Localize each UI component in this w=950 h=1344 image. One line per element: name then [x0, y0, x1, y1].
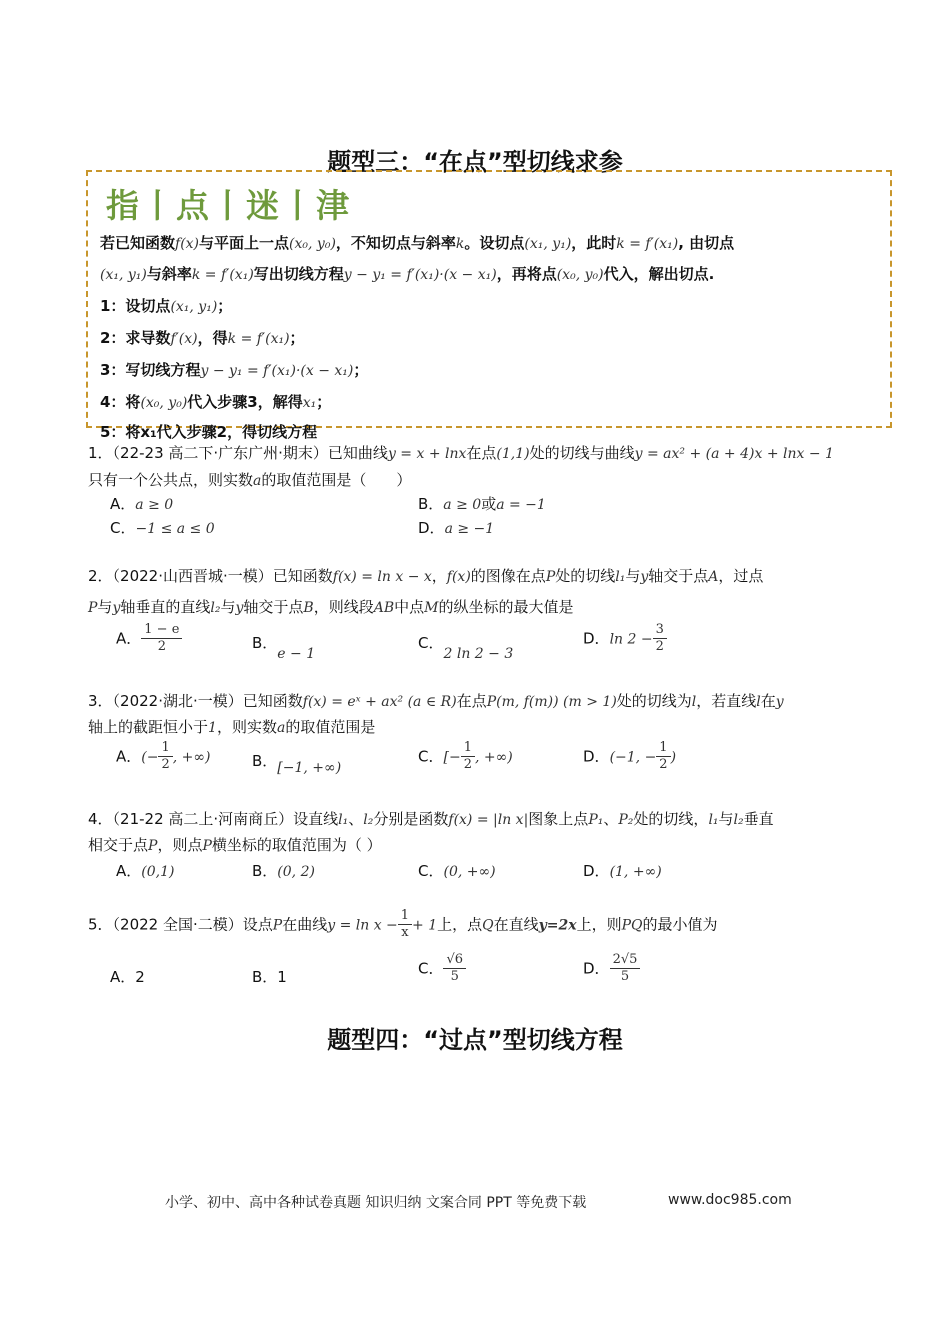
tip-step-2: 2：求导数f′(x)，得k = f′(x₁)； — [100, 329, 305, 347]
tip-step-5: 5：将x₁代入步骤2，得切线方程 — [100, 423, 318, 441]
section-heading-4: 题型四：“过点”型切线方程 — [327, 1026, 623, 1054]
tip-step-3: 3：写切线方程y − y₁ = f′(x₁)·(x − x₁)； — [100, 361, 369, 379]
tip-box — [86, 170, 892, 441]
question-1-line-2: 只有一个公共点，则实数a的取值范围是（ ） — [88, 471, 412, 489]
q4-option-b[interactable]: B．(0, 2) — [252, 862, 315, 880]
question-3-line-2: 轴上的截距恒小于1，则实数a的取值范围是 — [88, 718, 376, 736]
tip-title: 指丨点丨迷丨津 — [106, 186, 351, 225]
q2-option-b[interactable]: B．e − 1 — [252, 634, 316, 662]
footer-link[interactable]: www.doc985.com — [668, 1192, 792, 1208]
q4-option-c[interactable]: C．(0, +∞) — [418, 862, 496, 880]
question-3-line-1: 3．（2022·湖北·一模）已知函数f(x) = eˣ + ax² (a ∈ R)在点P(m, f(m)) (m > 1)处的切线为l，若直线l在y — [88, 692, 784, 710]
footer-text: 小学、初中、高中各种试卷真题 知识归纳 文案合同 PPT 等免费下载 — [165, 1195, 587, 1211]
tip-line-2: (x₁, y₁)与斜率k = f′(x₁)写出切线方程y − y₁ = f′(x₁)·(x − x₁)，再将点(x₀, y₀)代入，解出切点. — [100, 265, 715, 283]
question-2-line-1: 2．（2022·山西晋城·一模）已知函数f(x) = ln x − x，f(x)的图像在点P处的切线l₁与y轴交于点A，过点 — [88, 567, 764, 585]
q3-option-c[interactable]: C．[− $\frac{1}{2}$ , +∞) — [418, 740, 513, 773]
q1-option-a[interactable]: A．a ≥ 0 — [110, 495, 174, 513]
q1-option-d[interactable]: D．a ≥ −1 — [418, 519, 495, 537]
question-4-line-2: 相交于点P，则点P横坐标的取值范围为（ ） — [88, 836, 382, 854]
q4-option-d[interactable]: D．(1, +∞) — [583, 862, 662, 880]
q4-option-a[interactable]: A．(0,1) — [116, 862, 175, 880]
tip-step-4: 4：将(x₀, y₀)代入步骤3，解得x₁； — [100, 393, 332, 411]
question-5: 5．（2022 全国·二模）设点P在曲线y = ln x − $\frac{1}{x}$ + 1上，点Q在直线y=2x上，则PQ的最小值为 — [88, 908, 718, 941]
q5-option-c[interactable]: C． $\frac{√6}{5}$ — [418, 952, 466, 986]
q1-option-b[interactable]: B．a ≥ 0或a = −1 — [418, 495, 546, 513]
question-1-line-1: 1．（22-23 高二下·广东广州·期末）已知曲线y = x + lnx在点(1,1)处的切线与曲线y = ax² + (a + 4)x + lnx − 1 — [88, 444, 834, 462]
q1-option-c[interactable]: C．−1 ≤ a ≤ 0 — [110, 519, 215, 537]
q2-option-c[interactable]: C．2 ln 2 − 3 — [418, 634, 514, 662]
q3-option-b[interactable]: B．[−1, +∞) — [252, 752, 342, 776]
q2-option-d[interactable]: D．ln 2 − $\frac{3}{2}$ — [583, 622, 667, 656]
q5-option-a[interactable]: A．2 — [110, 968, 145, 986]
question-4-line-1: 4．（21-22 高二上·河南商丘）设直线l₁、l₂分别是函数f(x) = |ln x|图象上点P₁、P₂处的切线，l₁与l₂垂直 — [88, 810, 774, 828]
question-2-line-2: P与y轴垂直的直线l₂与y轴交于点B，则线段AB中点M的纵坐标的最大值是 — [88, 598, 574, 616]
tip-step-1: 1：设切点(x₁, y₁)； — [100, 297, 233, 315]
q3-option-a[interactable]: A．(− $\frac{1}{2}$ , +∞) — [116, 740, 211, 773]
tip-line-1: 若已知函数f(x)与平面上一点(x₀, y₀)，不知切点与斜率k。设切点(x₁, y₁)，此时k = f′(x₁), 由切点 — [100, 234, 735, 252]
q5-option-b[interactable]: B．1 — [252, 968, 287, 986]
q5-option-d[interactable]: D． $\frac{2√5}{5}$ — [583, 952, 640, 986]
q3-option-d[interactable]: D．(−1, − $\frac{1}{2}$ ) — [583, 740, 677, 773]
q2-option-a[interactable]: A． $\frac{1 - e}{2}$ — [116, 622, 182, 656]
section-heading-3: 题型三：“在点”型切线求参 — [327, 148, 623, 176]
